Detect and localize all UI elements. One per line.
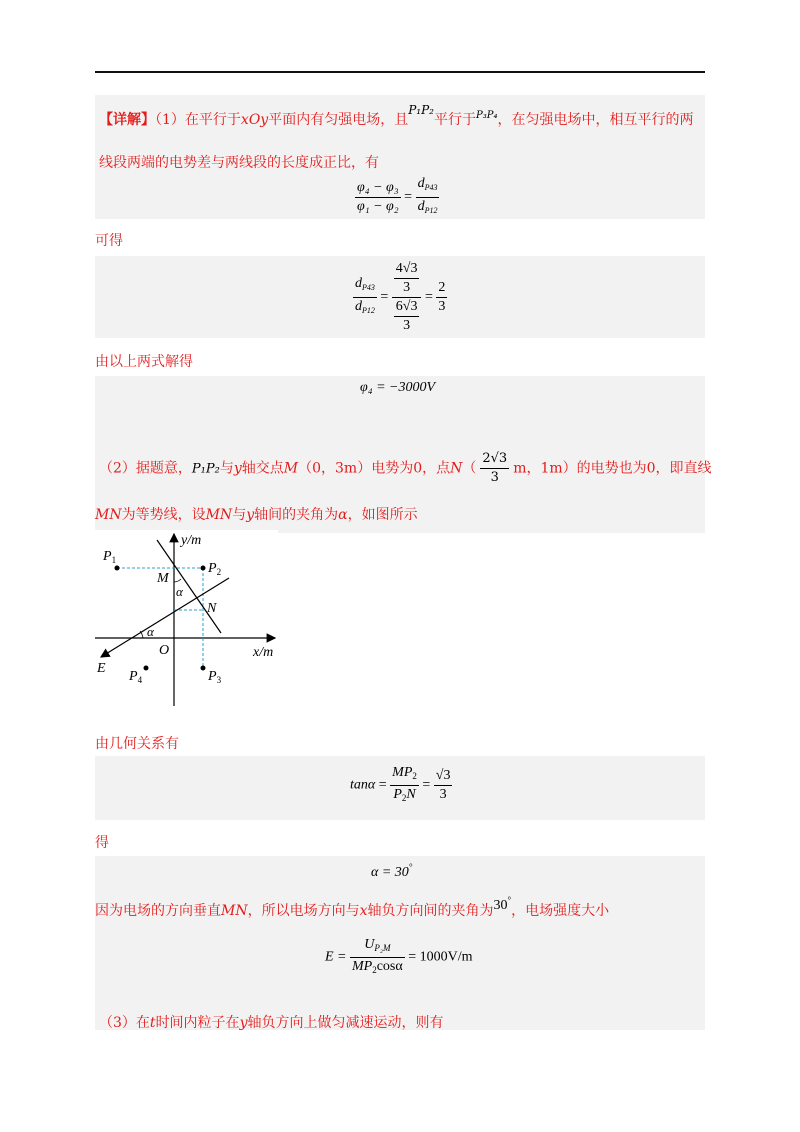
para1-line1: 【详解】（1）在平行于xOy平面内有匀强电场，且P₁P₂平行于$^{P_3P_4}$，在匀强电场中，相互平行的两 [99,103,694,128]
angle-arc-1 [174,579,181,582]
equation-ratio: $\frac{\text{φ₄ − φ₃}}{\text{φ₁ − φ₂}}$ = $\frac{d_{P43}}{d_{P12}}$ [355,175,439,220]
point-p1 [115,566,120,571]
p1-label: $P_1$ [103,549,117,565]
para2-line2: MN为等势线，设MN与y轴间的夹角为α，如图所示 [95,507,418,523]
equation-tan: tanα = $\frac{MP_2}{P_2N}$ = $\frac{√3}{3}$ [350,764,452,807]
text-de: 得 [95,835,109,851]
field-diagram [95,530,278,706]
alpha-label-1: α [176,584,183,599]
para2-line1: （2）据题意，P₁P₂与y轴交点M（0，3m）电势为0，点N（ $\frac{2√3}{3}$ m，1m）的电势也为0，即直线 [99,451,712,485]
para1-line2: 线段两端的电势差与两线段的长度成正比，有 [99,155,379,171]
equation-phi4: φ₄ = −3000V [360,380,436,395]
x-axis-label: x/m [253,645,274,660]
diagram-svg [95,530,278,706]
point-p2 [201,566,206,571]
text-geom: 由几何关系有 [95,736,179,752]
solution-block-1 [95,95,705,219]
p2-label: $P_2$ [208,561,222,577]
origin-label: O [159,643,170,658]
p4-label: $P_4$ [129,669,143,685]
para4-line: （3）在t时间内粒子在y轴负方向上做匀减速运动，则有 [99,1015,444,1031]
e-label: E [97,661,106,676]
p3-label: $P_3$ [208,669,222,685]
point-p4 [144,666,149,671]
text-kede: 可得 [95,233,123,249]
solution-block-3 [95,376,712,533]
solution-block-2 [95,256,705,338]
y-axis-label: y/m [181,533,202,548]
equation-alpha: α = 30° [371,862,413,880]
equation-field-strength: E = $\frac{U_{P_2M}}{MP_2\cos\alpha}$ = 1000V/m [325,936,473,979]
solution-block-4 [95,756,705,820]
m-label: M [157,571,169,586]
n-label: N [207,601,217,616]
equation-substitute: $\frac{d_{P43}}{d_{P12}}$ = $\frac{\frac{4√3}{3}}{\frac{6√3}{3}}$ = $\frac{2}{3}$ [355,261,446,333]
header-rule [95,71,705,73]
line-mn [157,540,221,633]
alpha-label-2: α [147,624,154,639]
para3-line: 因为电场的方向垂直MN，所以电场方向与x轴负方向间的夹角为30°，电场强度大小 [95,895,610,919]
solution-block-5 [95,856,705,1030]
text-solve: 由以上两式解得 [95,354,193,370]
section-label: 【详解】 [99,112,155,128]
point-p3 [201,666,206,671]
